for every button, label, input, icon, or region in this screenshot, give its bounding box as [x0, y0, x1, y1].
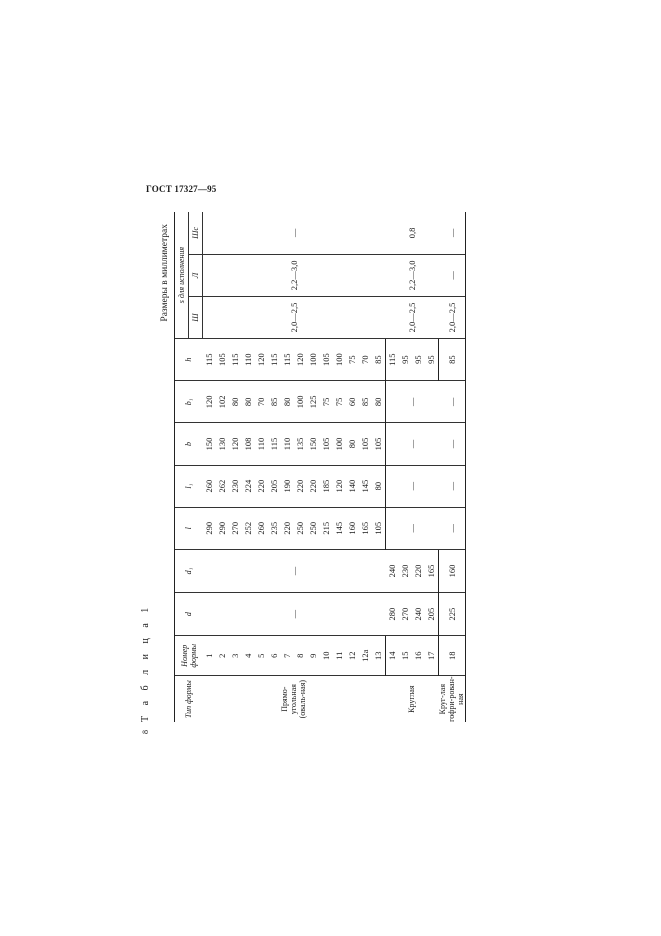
- cell-l1-round: —: [385, 465, 438, 507]
- cell-l: 252: [242, 507, 255, 549]
- cell-l: 235: [268, 507, 281, 549]
- cell-h: 115: [203, 339, 216, 381]
- cell-h: 95: [425, 339, 439, 381]
- cell-d1: 160: [438, 549, 466, 592]
- cell-number: 12: [346, 636, 359, 676]
- cell-b: 150: [307, 423, 320, 465]
- cell-l1: 190: [281, 465, 294, 507]
- cell-d: 280: [385, 593, 399, 636]
- cell-d1: 230: [399, 549, 412, 592]
- cell-h: 115: [385, 339, 399, 381]
- cell-d: 270: [399, 593, 412, 636]
- cell-b: 115: [268, 423, 281, 465]
- cell-b1: 100: [294, 381, 307, 423]
- cell-h: 100: [333, 339, 346, 381]
- cell-number: 7: [281, 636, 294, 676]
- cell-l1: 262: [216, 465, 229, 507]
- col-header-s-l: Л: [189, 254, 203, 296]
- cell-l1: 140: [346, 465, 359, 507]
- col-header-s-shs: Шс: [189, 212, 203, 254]
- cell-b: 120: [229, 423, 242, 465]
- cell-l1: 80: [372, 465, 386, 507]
- cell-b: 108: [242, 423, 255, 465]
- cell-s-shs-rect: —: [203, 212, 386, 254]
- col-header-d1: d₁: [175, 549, 203, 592]
- cell-l: 260: [255, 507, 268, 549]
- cell-s-l-round: 2,2—3,0: [385, 254, 438, 296]
- cell-b: 135: [294, 423, 307, 465]
- cell-b: 105: [359, 423, 372, 465]
- page-number: 8: [141, 730, 150, 734]
- cell-l1: 220: [294, 465, 307, 507]
- col-header-type: Тип формы: [175, 676, 203, 722]
- cell-number: 18: [438, 636, 466, 676]
- units-note: Размеры в миллиметрах: [160, 224, 170, 322]
- type-round: Круглая: [407, 685, 416, 713]
- col-header-s-sh: Ш: [189, 296, 203, 338]
- cell-s-l: —: [438, 254, 466, 296]
- table-row: [203, 212, 216, 722]
- cell-l: 145: [333, 507, 346, 549]
- cell-h: 115: [281, 339, 294, 381]
- cell-b1: 80: [242, 381, 255, 423]
- cell-number: 15: [399, 636, 412, 676]
- cell-number: 4: [242, 636, 255, 676]
- cell-h: 110: [242, 339, 255, 381]
- cell-b1-round: —: [385, 381, 438, 423]
- cell-b1: —: [438, 381, 466, 423]
- cell-number: 9: [307, 636, 320, 676]
- col-header-number: Номер формы: [175, 636, 203, 676]
- cell-h: 105: [320, 339, 333, 381]
- document-header: ГОСТ 17327—95: [146, 184, 217, 194]
- cell-l: 215: [320, 507, 333, 549]
- cell-l: 160: [346, 507, 359, 549]
- cell-l: 105: [372, 507, 386, 549]
- col-header-s-group: s для исполнения: [175, 212, 189, 339]
- cell-d1: 220: [412, 549, 425, 592]
- cell-b1: 80: [372, 381, 386, 423]
- cell-b1: 102: [216, 381, 229, 423]
- cell-d: 225: [438, 593, 466, 636]
- cell-number: 14: [385, 636, 399, 676]
- cell-h: 120: [255, 339, 268, 381]
- col-header-l1: l₁: [175, 465, 203, 507]
- cell-h: 120: [294, 339, 307, 381]
- cell-s-sh-rect: 2,0—2,5: [203, 296, 386, 338]
- cell-h: 95: [399, 339, 412, 381]
- cell-l: 220: [281, 507, 294, 549]
- cell-d: 205: [425, 593, 439, 636]
- cell-d1: 165: [425, 549, 439, 592]
- cell-b1: 80: [229, 381, 242, 423]
- cell-b-round: —: [385, 423, 438, 465]
- type-corrugated: Круг-лая гофри-рован-ная: [438, 676, 465, 722]
- col-header-l: l: [175, 507, 203, 549]
- cell-b: 80: [346, 423, 359, 465]
- cell-number: 12а: [359, 636, 372, 676]
- cell-b1: 85: [268, 381, 281, 423]
- cell-h: 105: [216, 339, 229, 381]
- col-header-b: b: [175, 423, 203, 465]
- cell-h: 100: [307, 339, 320, 381]
- cell-h: 85: [438, 339, 466, 381]
- cell-d1-rect: —: [203, 549, 386, 592]
- cell-b: 110: [255, 423, 268, 465]
- cell-l: —: [438, 507, 466, 549]
- cell-h: 115: [229, 339, 242, 381]
- cell-b: 110: [281, 423, 294, 465]
- cell-b1: 60: [346, 381, 359, 423]
- cell-d: 240: [412, 593, 425, 636]
- cell-number: 1: [203, 636, 216, 676]
- cell-number: 17: [425, 636, 439, 676]
- cell-number: 16: [412, 636, 425, 676]
- cell-l: 290: [203, 507, 216, 549]
- cell-h: 70: [359, 339, 372, 381]
- cell-b: 150: [203, 423, 216, 465]
- cell-b1: 80: [281, 381, 294, 423]
- cell-b: 100: [333, 423, 346, 465]
- cell-b1: 85: [359, 381, 372, 423]
- cell-h: 85: [372, 339, 386, 381]
- cell-b1: 120: [203, 381, 216, 423]
- cell-h: 95: [412, 339, 425, 381]
- cell-d-rect: —: [203, 593, 386, 636]
- cell-b1: 125: [307, 381, 320, 423]
- cell-h: 115: [268, 339, 281, 381]
- col-header-b1: b₁: [175, 381, 203, 423]
- cell-l1: 120: [333, 465, 346, 507]
- cell-number: 11: [333, 636, 346, 676]
- cell-b: —: [438, 423, 466, 465]
- cell-l: 250: [294, 507, 307, 549]
- cell-l1: —: [438, 465, 466, 507]
- cell-number: 6: [268, 636, 281, 676]
- cell-l: 290: [216, 507, 229, 549]
- cell-l1: 145: [359, 465, 372, 507]
- cell-l1: 205: [268, 465, 281, 507]
- col-header-d: d: [175, 593, 203, 636]
- cell-l1: 224: [242, 465, 255, 507]
- cell-h: 75: [346, 339, 359, 381]
- cell-l1: 260: [203, 465, 216, 507]
- cell-l: 250: [307, 507, 320, 549]
- cell-b1: 70: [255, 381, 268, 423]
- cell-s-l-rect: 2,2—3,0: [203, 254, 386, 296]
- cell-s-sh: 2,0—2,5: [438, 296, 466, 338]
- cell-s-shs: —: [438, 212, 466, 254]
- cell-b: 130: [216, 423, 229, 465]
- cell-number: 3: [229, 636, 242, 676]
- cell-l1: 230: [229, 465, 242, 507]
- cell-number: 8: [294, 636, 307, 676]
- cell-s-sh-round: 2,0—2,5: [385, 296, 438, 338]
- col-header-h: h: [175, 339, 203, 381]
- table-row: [438, 212, 466, 722]
- cell-b1: 75: [333, 381, 346, 423]
- cell-d1: 240: [385, 549, 399, 592]
- table-row: [385, 212, 399, 722]
- cell-number: 5: [255, 636, 268, 676]
- cell-s-shs-round: 0,8: [385, 212, 438, 254]
- cell-l1: 185: [320, 465, 333, 507]
- cell-number: 2: [216, 636, 229, 676]
- cell-number: 10: [320, 636, 333, 676]
- cell-b: 105: [320, 423, 333, 465]
- cell-l1: 220: [255, 465, 268, 507]
- cell-l1: 220: [307, 465, 320, 507]
- rotated-table-block: [140, 212, 508, 722]
- type-rect: Прямо-угольная (оваль-ная): [280, 679, 308, 719]
- table-caption: Т а б л и ц а 1: [140, 603, 151, 722]
- dimensions-table: [174, 212, 466, 722]
- cell-number: 13: [372, 636, 386, 676]
- cell-l: 165: [359, 507, 372, 549]
- cell-l: 270: [229, 507, 242, 549]
- cell-b1: 75: [320, 381, 333, 423]
- cell-b: 105: [372, 423, 386, 465]
- cell-l-round: —: [385, 507, 438, 549]
